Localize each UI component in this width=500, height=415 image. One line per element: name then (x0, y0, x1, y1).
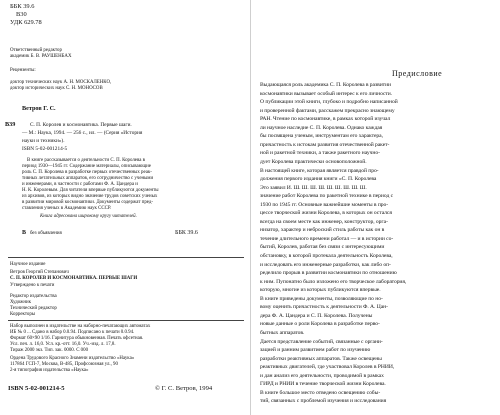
reviewer-2: доктор исторических наук С. Н. МОНОСОВ (10, 86, 103, 91)
preface-line: значение работ Королева по ракетной технике в период с (260, 193, 394, 200)
preface-line: и проверенной фактами, расскажем прекрасно знающему (260, 107, 395, 114)
right-page (250, 0, 500, 415)
preface-line: бытных аппаратов. (260, 329, 305, 336)
editor-label: Ответственный редактор (10, 48, 62, 53)
preface-line: низатор, характер и неброский стиль работы как он в (260, 227, 385, 234)
imprint-copyright: © Г. С. Ветров, 1994 (155, 385, 213, 392)
preface-line: ной и ракетной техники, а также ракетного научно- (260, 150, 380, 157)
reviewer-1: доктор технических наук А. Н. МОСКАЛЕНКО, (10, 80, 112, 85)
imprint-bottom-line: Усл. печ. л. 16,0. Усл. кр.-отт. 16,0. Уч.-изд. л. 17,8. (10, 342, 116, 347)
abstract-line: период 1930—1945 гг. Содержание материалы, описывающие (22, 164, 151, 169)
imprint-mid-rule (8, 320, 244, 321)
preface-line: ГИРД и РНИИ в течение творческой жизни Королева. (260, 381, 386, 388)
preface-line: О публикации этой книги, глубоко и подробно написанной (260, 99, 398, 106)
imprint-bottom-line: Набор выполнен в издательстве на наборно-печатающих автоматах (10, 324, 151, 329)
catalog-title-3: науки и техники»). (22, 138, 65, 144)
preface-line: реактивных двигателей, где участвовал Королев в РНИИ, (260, 364, 395, 371)
imprint-top-rule (8, 257, 244, 258)
abstract-line: В книге рассказывается о деятельности С. П. Королева в (27, 158, 145, 163)
preface-line: и дан анализ его деятельности, проводимой в рамках (260, 372, 384, 379)
preface-line: В книге большое место отведено освещению собы- (260, 389, 381, 396)
preface-line: Выдающаяся роль академика С. П. Королева в развитии (260, 82, 391, 88)
preface-line: космонавтики вызывает особый интерес к его личности. (260, 90, 393, 97)
preface-line: течение длительного времени работал — и в истории со- (260, 235, 394, 242)
imprint-approval: Утверждено к печати (10, 283, 55, 288)
preface-line: бытий, Королев, работая без связи с интересующими (260, 244, 385, 251)
catalog-code: В39 (5, 121, 16, 128)
preface-line: которую, многие из которых публикуются впервые. (260, 287, 381, 294)
preface-line: новые данные о роли Королева в разработке перво- (260, 321, 380, 328)
imprint-bottom-line: 117864 ГСП-7, Москва, В-485, Профсоюзная ул., 90 (10, 362, 118, 367)
catalog-isbn: ISBN 5-02-001214-5 (22, 146, 68, 152)
audience-note: Книга адресована широкому кругу читателей. (40, 214, 137, 219)
catalog-code-2: В (22, 230, 27, 236)
udk-code: УДК 629.78 (10, 19, 42, 26)
abstract-line: тивных летательных аппаратов, его сотрудничество с учеными (22, 176, 154, 181)
preface-line: ли научное наследие С. П. Королева. Однако каждая (260, 124, 383, 131)
imprint-isbn: ISBN 5-02-001214-5 (8, 385, 65, 392)
preface-line: к ним. Пупонатно было изложено его творческое лаборатория, (260, 278, 407, 285)
preface-heading: Предисловие (392, 69, 443, 78)
preface-line: разработки реактивных аппаратов. Также освещены (260, 355, 382, 362)
reviewers-label: Рецензенты: (10, 68, 36, 73)
imprint-bottom-line: Формат 60×90 1/16. Гарнитура обыкновенная. Печать офсетная. (10, 336, 144, 341)
catalog-title-2: — М.: Наука, 1994. — 256 с., ил. — (Серия «История (22, 130, 143, 136)
imprint-line: Технический редактор (10, 306, 57, 311)
catalog-code-2-note: без объявления (30, 231, 62, 236)
preface-line: дует Королева практически основоположной. (260, 158, 367, 165)
editor-name: академик Б. В. РАУШЕНБАХ (10, 54, 72, 59)
imprint-bottom-line: ИБ № 0 ... Сдано в набор 0.0.94. Подписано к печати 0.0.94. (10, 330, 135, 335)
catalog-title-1: С. П. Королев и космонавтика. Первые шаги. (30, 122, 132, 128)
preface-line: Дается представление событий, связанные с органи- (260, 338, 383, 345)
catalog-author: Ветров Г. С. (22, 105, 56, 112)
abstract-line: Н. К. Королевым. Для читателя впервые публикуются документы (22, 188, 159, 193)
preface-line: должения первого издания книги «С. П. Королева (260, 176, 377, 183)
preface-line: всегда на своем месте как инженер, конструктор, орга- (260, 218, 388, 225)
bbk-code: ББК 39.6 (10, 3, 35, 10)
imprint-line: Корректоры (10, 312, 36, 317)
preface-line: бы посвящена ученым, инструментам его характера, (260, 133, 383, 140)
preface-line: вому оценить причастность к деятельности Ф. А. Цан- (260, 304, 388, 311)
abstract-line: роль С. П. Королева в разработке первых отечественных реак- (22, 170, 152, 175)
abstract-line: в развитии мировой космонавтики. Документы содержат пред- (22, 200, 153, 205)
imprint-bottom-line: Тираж 2000 экз. Тип. зак. 0000. С 000 (10, 348, 89, 353)
imprint-heading: Научное издание (10, 262, 46, 267)
class-code: В30 (16, 11, 27, 18)
preface-line: В книге приведены документы, позволяющие по но- (260, 295, 383, 302)
preface-line: ределило прорыв в развитии космонавтики по отношению (260, 270, 397, 277)
preface-line: зацией и ранним развитием работ по изучению (260, 347, 371, 354)
preface-line: Это заявил И. Ш. Ш. Ш. Ш. Ш. Ш. Ш. Ш. Ш. (260, 184, 367, 191)
catalog-bbk: ББК 39.6 (175, 230, 198, 236)
preface-line: дера Ф. А. Цандера и С. П. Королева. Получены (260, 312, 373, 319)
abstract-line: и инженерами, в частности с работами Ф. А. Цандера и (22, 182, 138, 187)
imprint-bottom-line: Ордена Трудового Красного Знамени издательство «Наука» (10, 356, 135, 361)
imprint-line: Редактор издательства (10, 294, 57, 299)
imprint-author: Ветров Георгий Степанович (10, 270, 69, 275)
abstract-line: из архивов, из которых видно значение трудов советских ученых (22, 194, 158, 199)
preface-line: цессе творческой жизни Королева, в которых он остался (260, 210, 392, 217)
preface-line: 1930 по 1945 гг. Основные важнейшие моменты в про- (260, 201, 389, 208)
preface-line: тий, связанных с проблемой изучения и исследования (260, 398, 387, 405)
preface-line: В настоящей книге, которая является правдой про- (260, 167, 379, 174)
imprint-title: С. П. КОРОЛЕВ И КОСМОНАВТИКА. ПЕРВЫЕ ШАГИ (10, 276, 138, 281)
preface-line: и исследовать его инженерные разработки, как либо оп- (260, 261, 391, 268)
preface-line: причастность к истокам развития отечественной ракет- (260, 141, 390, 148)
preface-line: обстановку, в которой протекала деятельность Королева, (260, 253, 393, 259)
imprint-bottom-line: 2-я типография издательства «Наука» (10, 368, 89, 373)
imprint-line: Художник (10, 300, 32, 305)
preface-line: РАН. Чтение по космонавтике, в рамках которой изучал (260, 116, 391, 123)
abstract-line: ставления ученых в Академию наук СССР. (22, 206, 112, 211)
